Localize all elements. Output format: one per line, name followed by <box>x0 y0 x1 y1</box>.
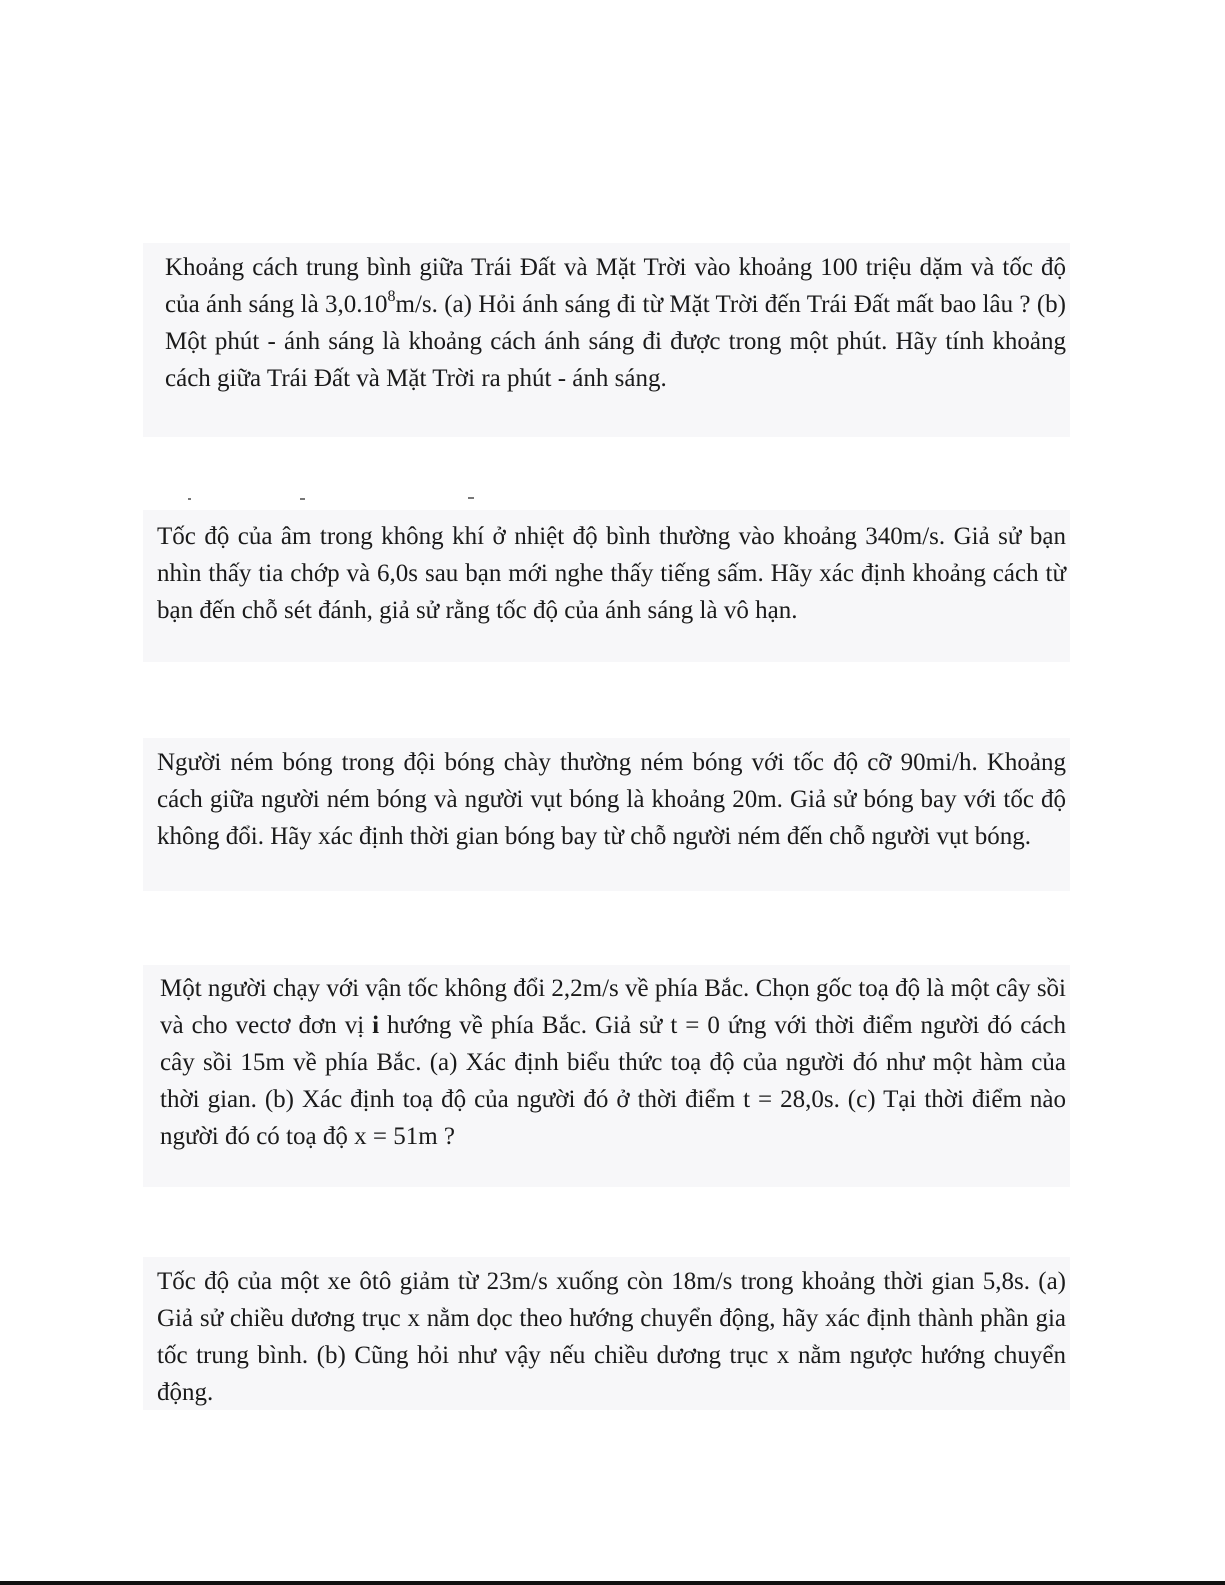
scan-speck <box>300 498 305 500</box>
problem-3-text: Người ném bóng trong đội bóng chày thường ném bóng với tốc độ cỡ 90mi/h. Khoảng cách giữa người ném bóng và người vụt bóng là khoảng 20m. Giả sử bóng bay với tốc độ không đổi. Hãy xác định thời gian bóng bay từ chỗ người ném đến chỗ người vụt bóng. <box>157 749 1066 850</box>
problem-4-text: Một người chạy với vận tốc không đổi 2,2m/s về phía Bắc. Chọn gốc toạ độ là một cây sồi và cho vectơ đơn vị i hướng về phía Bắc. Giả sử t = 0 ứng với thời điểm người đó cách cây sồi 15m về phía Bắc. (a) Xác định biểu thức toạ độ của người đó như một hàm của thời gian. (b) Xác định toạ độ của người đó ở thời điểm t = 28,0s. (c) Tại thời điểm nào người đó có toạ độ x = 51m ? <box>160 975 1067 1150</box>
problem-2 <box>143 510 1070 662</box>
problem-5-text: Tốc độ của một xe ôtô giảm từ 23m/s xuống còn 18m/s trong khoảng thời gian 5,8s. (a) Giả sử chiều dương trục x nằm dọc theo hướng chuyển động, hãy xác định thành phần gia tốc trung bình. (b) Cũng hỏi như vậy nếu chiều dương trục x nằm ngược hướng chuyển động. <box>157 1268 1066 1406</box>
problem-3 <box>143 738 1070 891</box>
problem-1 <box>143 243 1070 437</box>
problem-1-text: Khoảng cách trung bình giữa Trái Đất và Mặt Trời vào khoảng 100 triệu dặm và tốc độ của ánh sáng là 3,0.10$^8$m/s. (a) Hỏi ánh sáng đi từ Mặt Trời đến Trái Đất mất bao lâu ? (b) Một phút - ánh sáng là khoảng cách ánh sáng đi được trong một phút. Hãy tính khoảng cách giữa Trái Đất và Mặt Trời ra phút - ánh sáng. <box>165 254 1066 392</box>
page-bottom-rule <box>0 1581 1225 1585</box>
problem-4 <box>143 965 1070 1187</box>
scan-speck <box>188 498 191 500</box>
problem-2-text: Tốc độ của âm trong không khí ở nhiệt độ bình thường vào khoảng 340m/s. Giả sử bạn nhìn thấy tia chớp và 6,0s sau bạn mới nghe thấy tiếng sấm. Hãy xác định khoảng cách từ bạn đến chỗ sét đánh, giả sử rằng tốc độ của ánh sáng là vô hạn. <box>157 523 1066 624</box>
scan-speck <box>468 497 474 499</box>
unit-vector-i: i <box>372 1012 380 1039</box>
problem-5 <box>143 1257 1070 1410</box>
exponent: 8 <box>387 288 396 305</box>
